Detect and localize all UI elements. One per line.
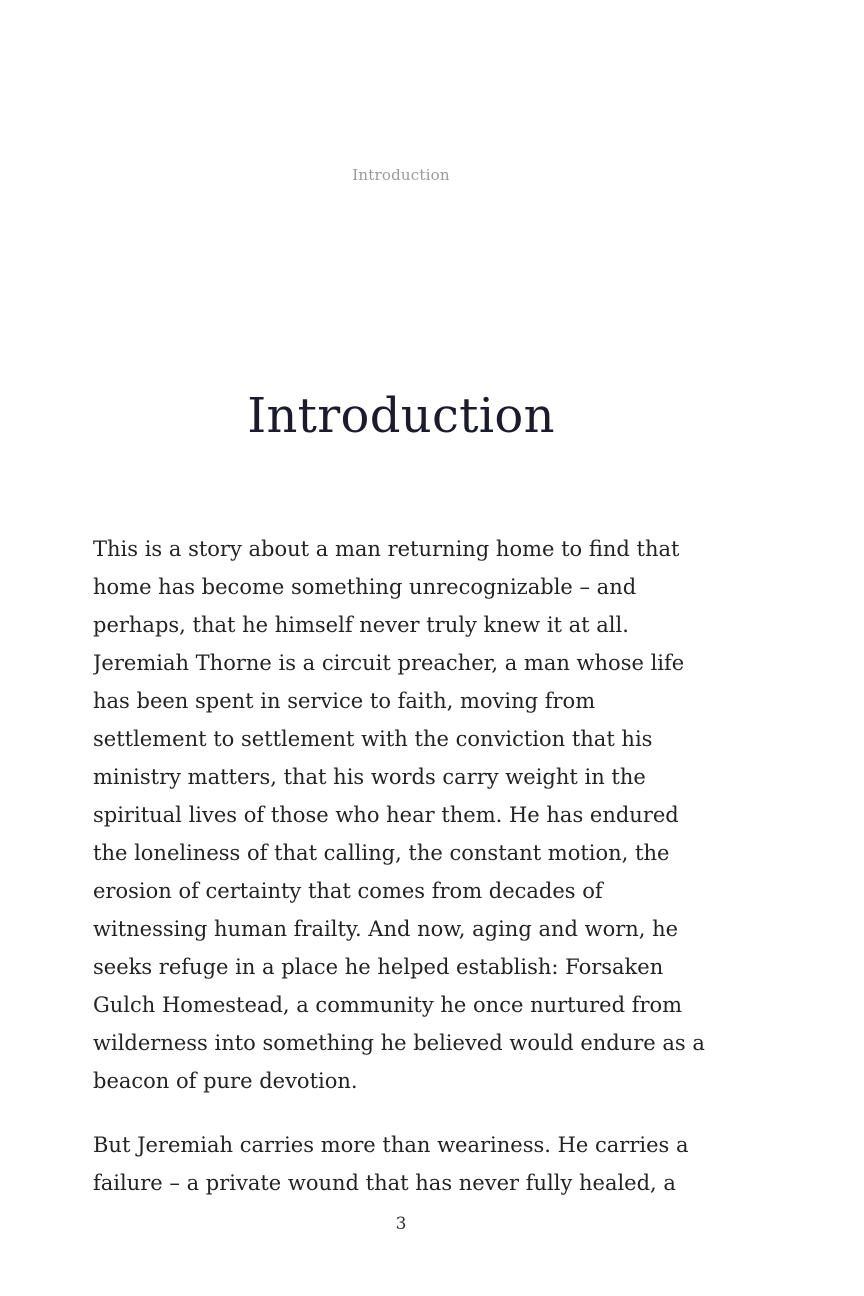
chapter-title: Introduction <box>247 388 555 444</box>
page-number: 3 <box>395 1214 407 1234</box>
paragraph-2: But Jeremiah carries more than weariness. He carries a failure – a private wound that has never fully healed, a <box>93 1133 689 1195</box>
running-header: Introduction <box>352 166 450 184</box>
body-text <box>93 530 713 1202</box>
paragraph-1: This is a story about a man returning home to find that home has become something unrecognizable – and perhaps, that he himself never truly knew it at all. Jeremiah Thorne is a circuit preacher, a man whose life has been spent in service to faith, moving from settlement to settlement with the conviction that his ministry matters, that his words carry weight in the spiritual lives of those who hear them. He has endured the loneliness of that calling, the constant motion, the erosion of certainty that comes from decades of witnessing human frailty. And now, aging and worn, he seeks refuge in a place he helped establish: Forsaken Gulch Homestead, a community he once nurtured from wilderness into something he believed would endure as a beacon of pure devotion. <box>93 537 705 1093</box>
